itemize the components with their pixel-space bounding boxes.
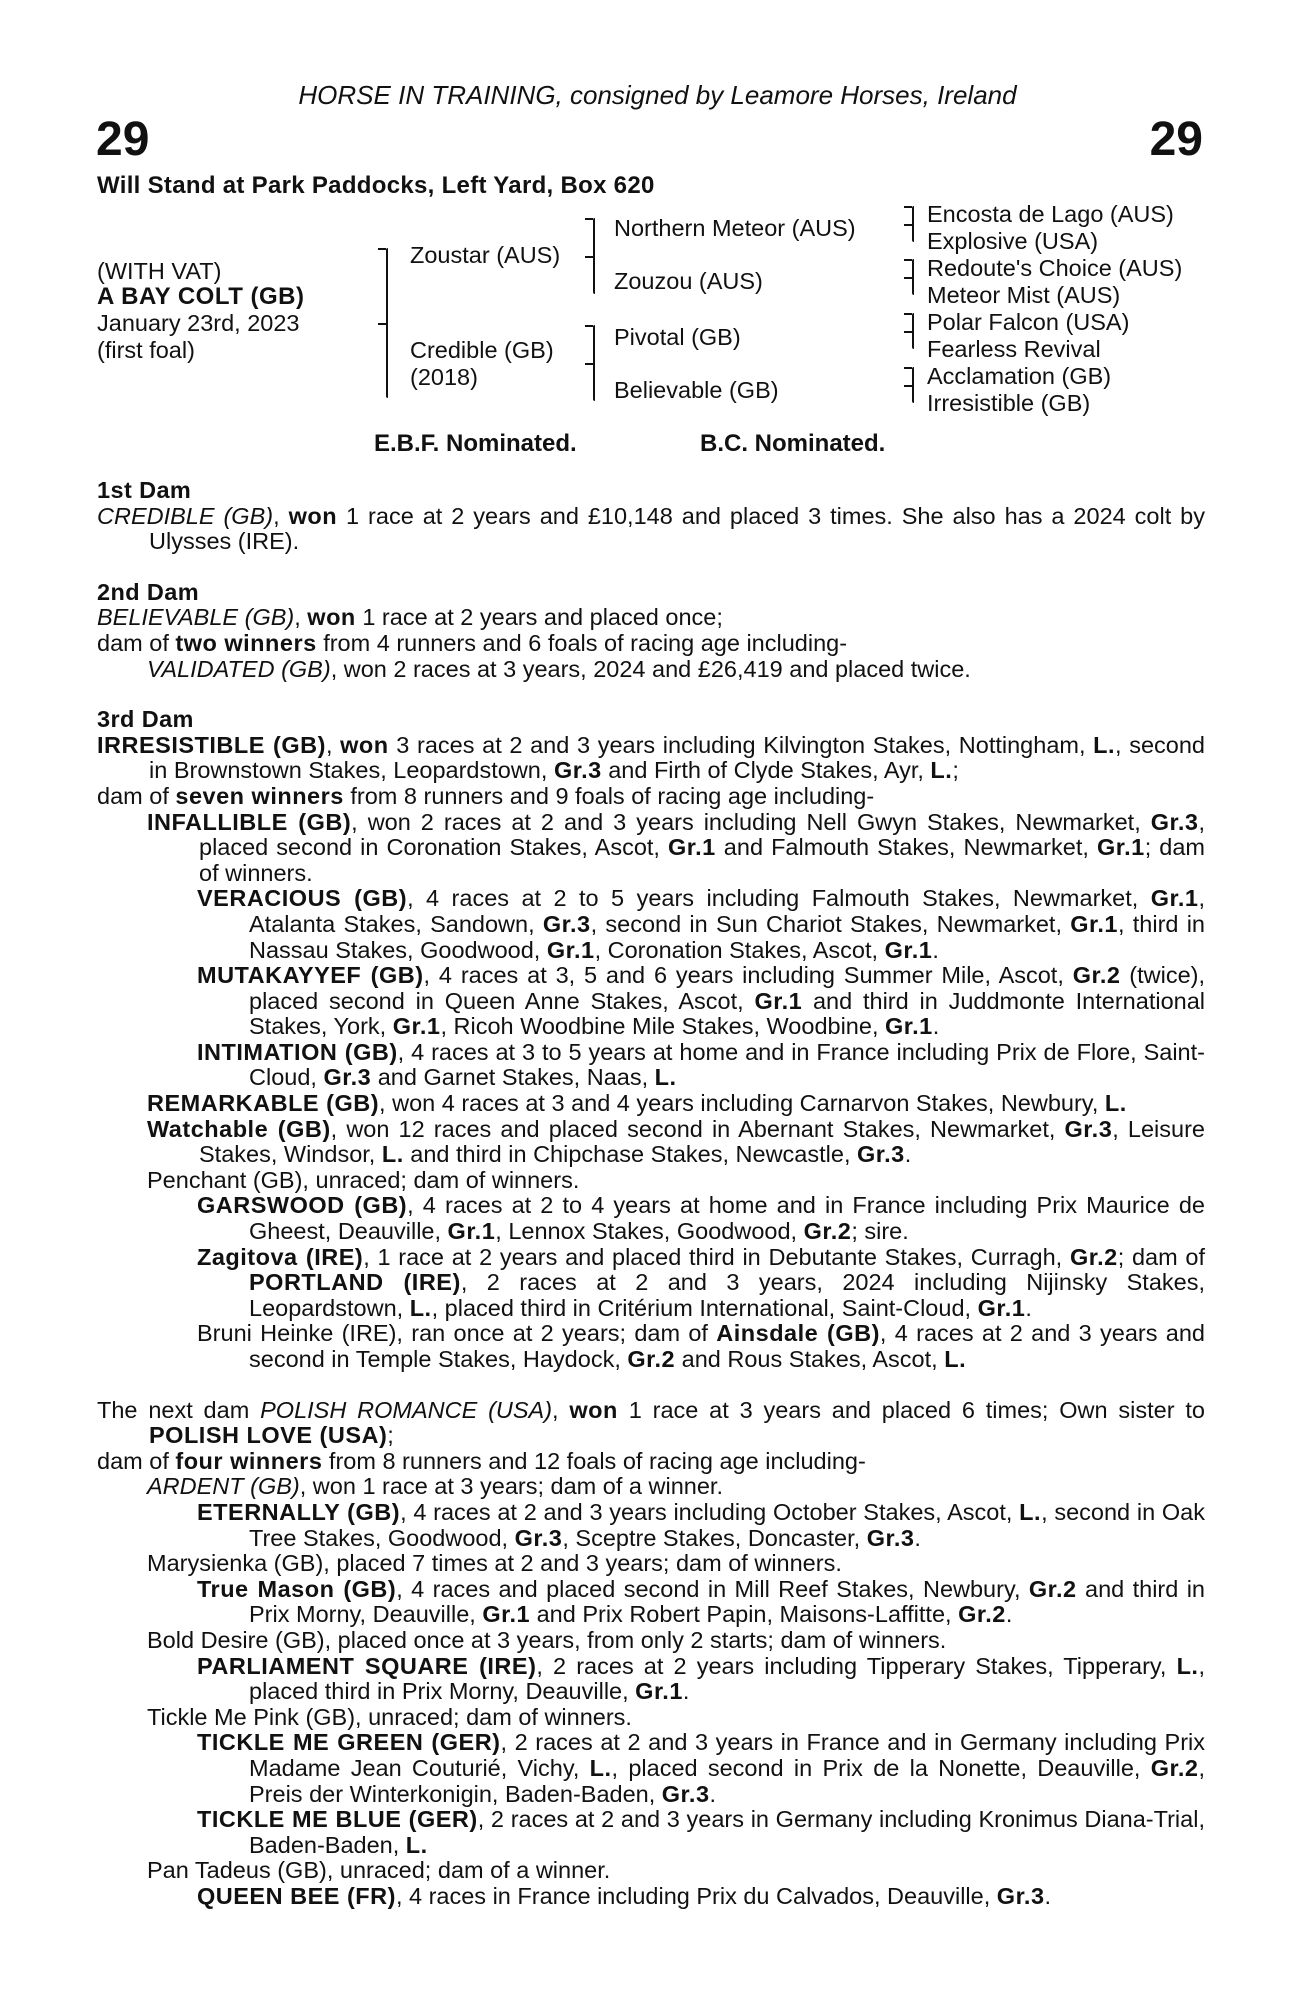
pedigree-entry: TICKLE ME BLUE (GER), 2 races at 2 and 3 years in Germany including Kronimus Diana-Trial, Baden-Baden, L. <box>197 1806 1205 1858</box>
pedigree-brace-sire <box>593 218 595 294</box>
pedigree-entry: REMARKABLE (GB), won 4 races at 3 and 4 years including Carnarvon Stakes, Newbury, L. <box>147 1090 1127 1117</box>
pedigree-brace-ggp-2 <box>912 259 914 295</box>
pedigree-dam: Credible (GB) <box>410 337 554 363</box>
pedigree-ggp-8: Irresistible (GB) <box>927 390 1091 416</box>
pedigree-brace-ggp-1 <box>912 206 914 242</box>
pedigree-brace-ggp-4 <box>912 367 914 403</box>
pedigree-entry: dam of seven winners from 8 runners and 9 foals of racing age including- <box>97 782 875 809</box>
stable-location: Will Stand at Park Paddocks, Left Yard, Box 620 <box>97 172 655 199</box>
pedigree-entry: INTIMATION (GB), 4 races at 3 to 5 years at home and in France including Prix de Flore, Saint-Cloud, Gr.3 and Garnet Stakes, Naas, L. <box>197 1038 1205 1091</box>
pedigree-ggp-2: Explosive (USA) <box>927 228 1099 254</box>
section-heading: 1st Dam <box>97 477 192 503</box>
spacer <box>97 555 1205 580</box>
pedigree-entry: Tickle Me Pink (GB), unraced; dam of winners. <box>147 1703 632 1730</box>
pedigree-entry: Zagitova (IRE), 1 race at 2 years and placed third in Debutante Stakes, Curragh, Gr.2; dam of PORTLAND (IRE), 2 races at 2 and 3 years, 2024 including Nijinsky Stakes, Leopardstown, L., placed third in Critérium International, Saint-Cloud, Gr.1. <box>197 1243 1206 1321</box>
pedigree-dam-dam: Believable (GB) <box>614 377 779 403</box>
pedigree-ggp-7: Acclamation (GB) <box>927 363 1112 389</box>
pedigree-entry: ARDENT (GB), won 1 race at 3 years; dam of a winner. <box>147 1473 723 1500</box>
ebf-nomination: E.B.F. Nominated. <box>374 430 577 457</box>
pedigree-entry: Bruni Heinke (IRE), ran once at 2 years; dam of Ainsdale (GB), 4 races at 2 and 3 years and second in Temple Stakes, Haydock, Gr.2 and Rous Stakes, Ascot, L. <box>197 1320 1205 1372</box>
pedigree-sire-dam: Zouzou (AUS) <box>614 268 763 294</box>
pedigree-ggp-5: Polar Falcon (USA) <box>927 309 1130 335</box>
pedigree-entry: PARLIAMENT SQUARE (IRE), 2 races at 2 years including Tipperary Stakes, Tipperary, L., placed third in Prix Morny, Deauville, Gr.1. <box>197 1652 1205 1705</box>
pedigree-entry: Watchable (GB), won 12 races and placed second in Abernant Stakes, Newmarket, Gr.3, Leisure Stakes, Windsor, L. and third in Chipchase Stakes, Newcastle, Gr.3. <box>147 1115 1205 1168</box>
pedigree-entry: CREDIBLE (GB), won 1 race at 2 years and £10,148 and placed 3 times. She also has a 2024 colt by Ulysses (IRE). <box>97 502 1205 555</box>
pedigree-entry: IRRESISTIBLE (GB), won 3 races at 2 and 3 years including Kilvington Stakes, Nottingham, L., second in Brownstown Stakes, Leopardstown, Gr.3 and Firth of Clyde Stakes, Ayr, L.; <box>97 731 1206 784</box>
pedigree-entry: INFALLIBLE (GB), won 2 races at 2 and 3 years including Nell Gwyn Stakes, Newmarket, Gr.3, placed second in Coronation Stakes, Ascot, Gr.1 and Falmouth Stakes, Newmarket, Gr.1; dam of winners. <box>147 808 1205 886</box>
pedigree-entry: Penchant (GB), unraced; dam of winners. <box>147 1166 580 1193</box>
pedigree-brace-main <box>386 248 388 398</box>
section-heading: 3rd Dam <box>97 706 194 733</box>
section-heading: 2nd Dam <box>97 578 200 605</box>
pedigree-entry: True Mason (GB), 4 races and placed second in Mill Reef Stakes, Newbury, Gr.2 and third in Prix Morny, Deauville, Gr.1 and Prix Robert Papin, Maisons-Laffitte, Gr.2. <box>197 1575 1205 1628</box>
spacer <box>97 682 1205 707</box>
pedigree-ggp-3: Redoute's Choice (AUS) <box>927 255 1183 281</box>
pedigree-entry: VALIDATED (GB), won 2 races at 3 years, 2024 and £26,419 and placed twice. <box>147 655 971 682</box>
pedigree-dam-year: (2018) <box>410 364 478 390</box>
pedigree-entry: dam of four winners from 8 runners and 12 foals of racing age including- <box>97 1447 866 1474</box>
pedigree-entry: TICKLE ME GREEN (GER), 2 races at 2 and 3 years in France and in Germany including Prix Madame Jean Couturié, Vichy, L., placed second in Prix de la Nonette, Deauville, Gr.2, Preis der Winterkonigin, Baden-Baden, Gr.3. <box>197 1729 1205 1807</box>
vat-note: (WITH VAT) <box>97 258 222 284</box>
catalogue-body <box>97 478 1205 1909</box>
pedigree-sire: Zoustar (AUS) <box>410 242 561 268</box>
page-header: HORSE IN TRAINING, consigned by Leamore Horses, Ireland <box>298 80 1017 110</box>
spacer <box>97 1373 1205 1398</box>
lot-number-right: 29 <box>1149 113 1203 166</box>
foal-note: (first foal) <box>97 337 195 363</box>
bc-nomination: B.C. Nominated. <box>700 430 886 457</box>
pedigree-ggp-1: Encosta de Lago (AUS) <box>927 201 1174 227</box>
pedigree-entry: VERACIOUS (GB), 4 races at 2 to 5 years including Falmouth Stakes, Newmarket, Gr.1, Atalanta Stakes, Sandown, Gr.3, second in Sun Chariot Stakes, Newmarket, Gr.1, third in Nassau Stakes, Goodwood, Gr.1, Coronation Stakes, Ascot, Gr.1. <box>197 885 1205 963</box>
pedigree-brace-dam <box>593 325 595 401</box>
pedigree-dam-sire: Pivotal (GB) <box>614 324 741 350</box>
pedigree-entry: BELIEVABLE (GB), won 1 race at 2 years and placed once; <box>97 604 723 631</box>
foaling-date: January 23rd, 2023 <box>97 310 300 336</box>
pedigree-entry: ETERNALLY (GB), 4 races at 2 and 3 years including October Stakes, Ascot, L., second in Oak Tree Stakes, Goodwood, Gr.3, Sceptre Stakes, Doncaster, Gr.3. <box>197 1498 1205 1551</box>
pedigree-sire-sire: Northern Meteor (AUS) <box>614 215 856 241</box>
pedigree-entry: dam of two winners from 4 runners and 6 foals of racing age including- <box>97 629 848 656</box>
pedigree-entry: QUEEN BEE (FR), 4 races in France including Prix du Calvados, Deauville, Gr.3. <box>197 1882 1052 1909</box>
lot-number-left: 29 <box>96 113 150 166</box>
pedigree-entry: GARSWOOD (GB), 4 races at 2 to 4 years at home and in France including Prix Maurice de Gheest, Deauville, Gr.1, Lennox Stakes, Goodwood, Gr.2; sire. <box>197 1192 1205 1245</box>
pedigree-entry: Bold Desire (GB), placed once at 3 years, from only 2 starts; dam of winners. <box>147 1626 947 1653</box>
pedigree-entry: Pan Tadeus (GB), unraced; dam of a winner. <box>147 1857 611 1884</box>
pedigree-entry: The next dam POLISH ROMANCE (USA), won 1 race at 3 years and placed 6 times; Own sister to POLISH LOVE (USA); <box>97 1396 1205 1449</box>
horse-description: A BAY COLT (GB) <box>97 283 305 310</box>
pedigree-entry: Marysienka (GB), placed 7 times at 2 and 3 years; dam of winners. <box>147 1550 842 1577</box>
pedigree-ggp-6: Fearless Revival <box>927 336 1101 362</box>
pedigree-entry: MUTAKAYYEF (GB), 4 races at 3, 5 and 6 years including Summer Mile, Ascot, Gr.2 (twice), placed second in Queen Anne Stakes, Ascot, Gr.1 and third in Juddmonte International Stakes, York, Gr.1, Ricoh Woodbine Mile Stakes, Woodbine, Gr.1. <box>197 962 1206 1040</box>
pedigree-brace-ggp-3 <box>912 313 914 349</box>
pedigree-ggp-4: Meteor Mist (AUS) <box>927 282 1121 308</box>
